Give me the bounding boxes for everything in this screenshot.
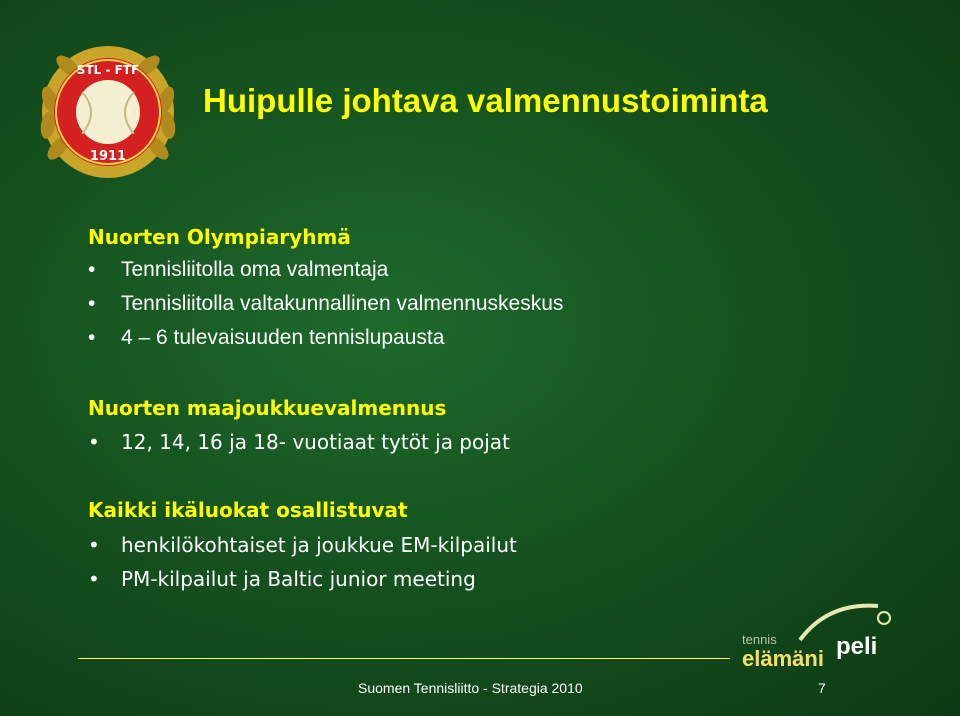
slide-title: Huipulle johtava valmennustoiminta xyxy=(203,82,768,119)
tennis-ball-icon xyxy=(76,80,140,144)
bullet-icon: • xyxy=(88,258,96,281)
stl-ftf-logo xyxy=(38,40,178,185)
brand-right-text: peli xyxy=(836,633,878,660)
list-item-text: Tennisliitolla oma valmentaja xyxy=(121,258,389,281)
bullet-icon: • xyxy=(88,292,96,315)
brand-small-text: tennis xyxy=(742,632,777,647)
list-item-text: PM-kilpailut ja Baltic junior meeting xyxy=(121,567,476,591)
footer-divider xyxy=(78,658,730,659)
footer-text: Suomen Tennisliitto - Strategia 2010 xyxy=(358,680,583,696)
page-number: 7 xyxy=(818,680,826,696)
bullet-icon: • xyxy=(88,567,100,591)
bullet-icon: • xyxy=(88,430,100,454)
bullet-icon: • xyxy=(88,533,100,557)
list-item-text: 12, 14, 16 ja 18- vuotiaat tytöt ja pojat xyxy=(121,430,510,454)
section-heading-national-team: Nuorten maajoukkuevalmennus xyxy=(88,396,447,420)
section-heading-all-ages: Kaikki ikäluokat osallistuvat xyxy=(88,498,408,522)
section-heading-olympic: Nuorten Olympiaryhmä xyxy=(88,225,351,249)
brand-main-text: elämäni xyxy=(742,646,824,671)
bullet-icon: • xyxy=(88,326,96,349)
list-item-text: henkilökohtaiset ja joukkue EM-kilpailut xyxy=(121,533,517,557)
list-item-text: 4 – 6 tulevaisuuden tennislupausta xyxy=(121,326,445,349)
list-item-text: Tennisliitolla valtakunnallinen valmennuskeskus xyxy=(121,292,564,315)
logo-year-text: 1911 xyxy=(89,149,127,164)
ball-icon xyxy=(878,612,890,624)
tennis-elamani-peli-logo xyxy=(738,600,898,672)
logo-top-text: STL - FTF xyxy=(76,63,140,77)
